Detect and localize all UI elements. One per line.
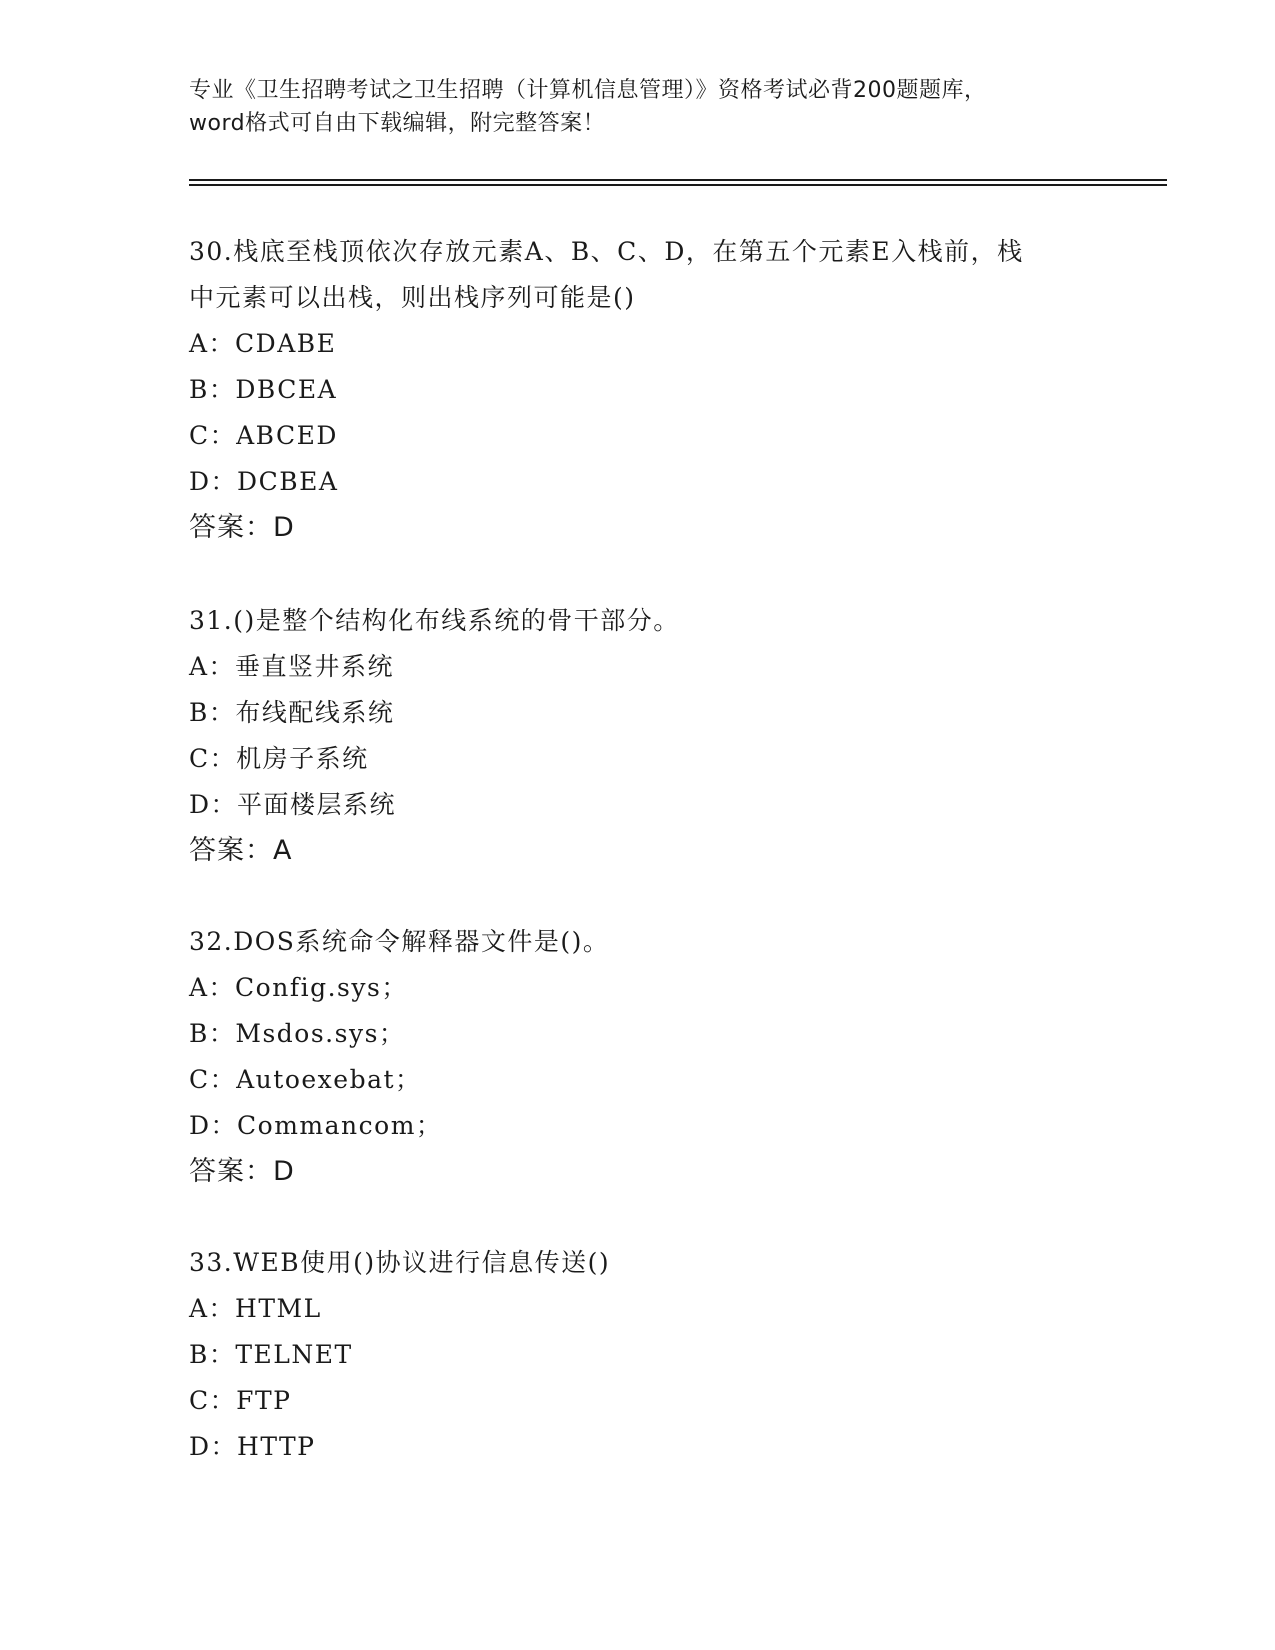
header-line-1: 专业《卫生招聘考试之卫生招聘（计算机信息管理）》资格考试必背200题题库， <box>189 78 987 103</box>
question-30 <box>189 229 1109 551</box>
option-d: D：DCBEA <box>189 467 339 496</box>
header-rule-top <box>189 179 1167 181</box>
question-31 <box>189 598 1109 874</box>
option-b: B：Msdos.sys； <box>189 1019 406 1048</box>
option-c: C：ABCED <box>189 421 338 450</box>
question-title-line: 30.栈底至栈顶依次存放元素A、B、C、D，在第五个元素E入栈前，栈 <box>189 237 1024 266</box>
option-b: B：TELNET <box>189 1340 353 1369</box>
option-c: C：FTP <box>189 1386 292 1415</box>
answer: 答案：D <box>189 512 295 543</box>
header-rule-bottom <box>189 184 1167 186</box>
question-title <box>189 598 1109 644</box>
option-c: C：机房子系统 <box>189 744 369 773</box>
option-c: C：Autoexebat； <box>189 1065 422 1094</box>
question-title <box>189 229 1109 321</box>
option-a: A：HTML <box>189 1294 322 1323</box>
question-title-line: 33.WEB使用()协议进行信息传送() <box>189 1248 611 1277</box>
document-header <box>189 74 1089 140</box>
option-a: A：CDABE <box>189 329 337 358</box>
question-title-line: 31.()是整个结构化布线系统的骨干部分。 <box>189 606 680 635</box>
option-a: A：垂直竖井系统 <box>189 652 395 681</box>
option-b: B：DBCEA <box>189 375 338 404</box>
question-title <box>189 1240 1109 1286</box>
answer: 答案：A <box>189 835 293 866</box>
option-d: D：HTTP <box>189 1432 316 1461</box>
question-33 <box>189 1240 1109 1470</box>
option-d: D：平面楼层系统 <box>189 790 397 819</box>
header-line-2: word格式可自由下载编辑，附完整答案！ <box>189 111 606 136</box>
question-title-line: 32.DOS系统命令解释器文件是()。 <box>189 927 610 956</box>
question-title <box>189 919 1109 965</box>
answer: 答案：D <box>189 1156 295 1187</box>
option-d: D：Commancom； <box>189 1111 443 1140</box>
option-b: B：布线配线系统 <box>189 698 395 727</box>
question-32 <box>189 919 1109 1195</box>
option-a: A：Config.sys； <box>189 973 408 1002</box>
question-title-line: 中元素可以出栈，则出栈序列可能是() <box>189 283 636 312</box>
